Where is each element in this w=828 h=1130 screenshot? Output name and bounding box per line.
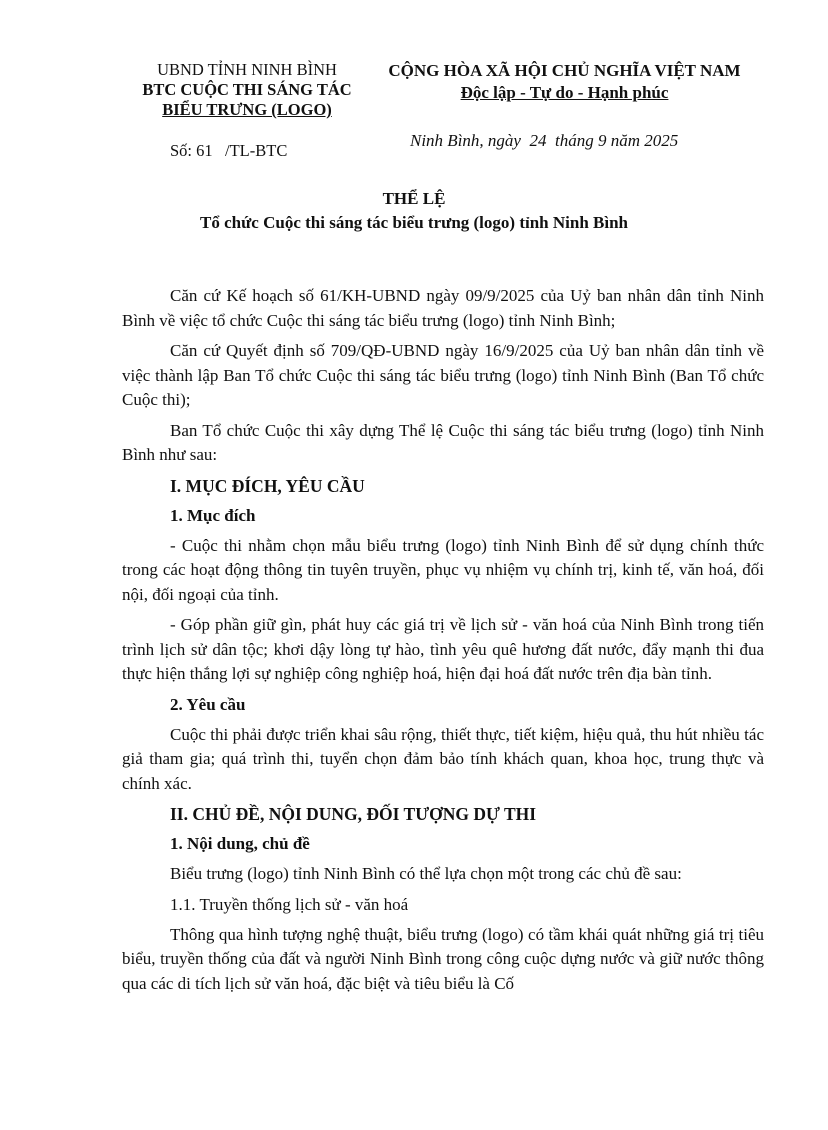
issuing-authority-block: [112, 60, 382, 120]
national-title: CỘNG HÒA XÃ HỘI CHỦ NGHĨA VIỆT NAM: [388, 61, 741, 80]
paragraph-basis-1: Căn cứ Kế hoạch số 61/KH-UBND ngày 09/9/2025 của Uỷ ban nhân dân tỉnh Ninh Bình về việc tổ chức Cuộc thi sáng tác biểu trưng (logo) tỉnh Ninh Bình;: [122, 286, 764, 330]
paragraph-intro: Ban Tổ chức Cuộc thi xây dựng Thể lệ Cuộc thi sáng tác biểu trưng (logo) tỉnh Ninh Bình như sau:: [122, 420, 764, 464]
document-title: THỂ LỆ: [382, 189, 446, 208]
paragraph-themes: Biểu trưng (logo) tỉnh Ninh Bình có thể lựa chọn một trong các chủ đề sau:: [170, 864, 682, 883]
paragraph-requirements: Cuộc thi phải được triển khai sâu rộng, thiết thực, tiết kiệm, hiệu quả, thu hút nhiều tác giả tham gia; quá trình thi, tuyển chọn đảm bảo tính khách quan, khoa học, trung thực và chính xác.: [122, 724, 764, 793]
national-motto: Độc lập - Tự do - Hạnh phúc: [460, 83, 669, 102]
document-subtitle: Tổ chức Cuộc thi sáng tác biểu trưng (logo) tỉnh Ninh Bình: [200, 213, 628, 232]
paragraph-basis-2: Căn cứ Quyết định số 709/QĐ-UBND ngày 16/9/2025 của Uỷ ban nhân dân tỉnh về việc thành lập Ban Tổ chức Cuộc thi sáng tác biểu trưng (logo) tỉnh Ninh Bình (Ban Tổ chức Cuộc thi);: [122, 341, 764, 409]
subsection-heading-purpose: 1. Mục đích: [170, 505, 256, 525]
document-title-block: [0, 187, 828, 235]
paragraph-purpose-1: - Cuộc thi nhằm chọn mẫu biểu trưng (logo) tỉnh Ninh Bình để sử dụng chính thức trong các hoạt động thông tin tuyên truyền, phục vụ nhiệm vụ chính trị, kinh tế, văn hoá, đối nội, đối ngoại của tỉnh.: [122, 535, 764, 604]
authority-line-1: UBND TỈNH NINH BÌNH: [157, 60, 337, 79]
theme-item-1: 1.1. Truyền thống lịch sử - văn hoá: [170, 894, 409, 914]
document-body: [122, 284, 764, 1002]
subsection-heading-content: 1. Nội dung, chủ đề: [170, 834, 310, 853]
paragraph-theme-1: Thông qua hình tượng nghệ thuật, biểu trưng (logo) có tầm khái quát những giá trị tiêu biểu, truyền thống của đất và người Ninh Bình trong công cuộc dựng nước và giữ nước thông qua các di tích lịch sử văn hoá, đặc biệt và tiêu biểu là Cố: [122, 924, 764, 993]
subsection-heading-requirements: 2. Yêu cầu: [170, 694, 246, 714]
paragraph-purpose-2: - Góp phần giữ gìn, phát huy các giá trị về lịch sử - văn hoá của Ninh Bình trong tiến trình lịch sử dân tộc; khơi dậy lòng tự hào, tình yêu quê hương đất nước, đẩy mạnh thi đua thực hiện thắng lợi sự nghiệp công nghiệp hoá, hiện đại hoá đất nước trên địa bàn tỉnh.: [122, 615, 764, 683]
section-heading-1: I. MỤC ĐÍCH, YÊU CẦU: [170, 475, 365, 496]
authority-line-3: BIỂU TRƯNG (LOGO): [162, 100, 332, 119]
national-header-block: [372, 60, 757, 104]
document-number: Số: 61 /TL-BTC: [170, 141, 288, 160]
authority-line-2: BTC CUỘC THI SÁNG TÁC: [142, 80, 352, 99]
section-heading-2: II. CHỦ ĐỀ, NỘI DUNG, ĐỐI TƯỢNG DỰ THI: [170, 804, 537, 824]
place-and-date: Ninh Bình, ngày 24 tháng 9 năm 2025: [410, 131, 679, 150]
